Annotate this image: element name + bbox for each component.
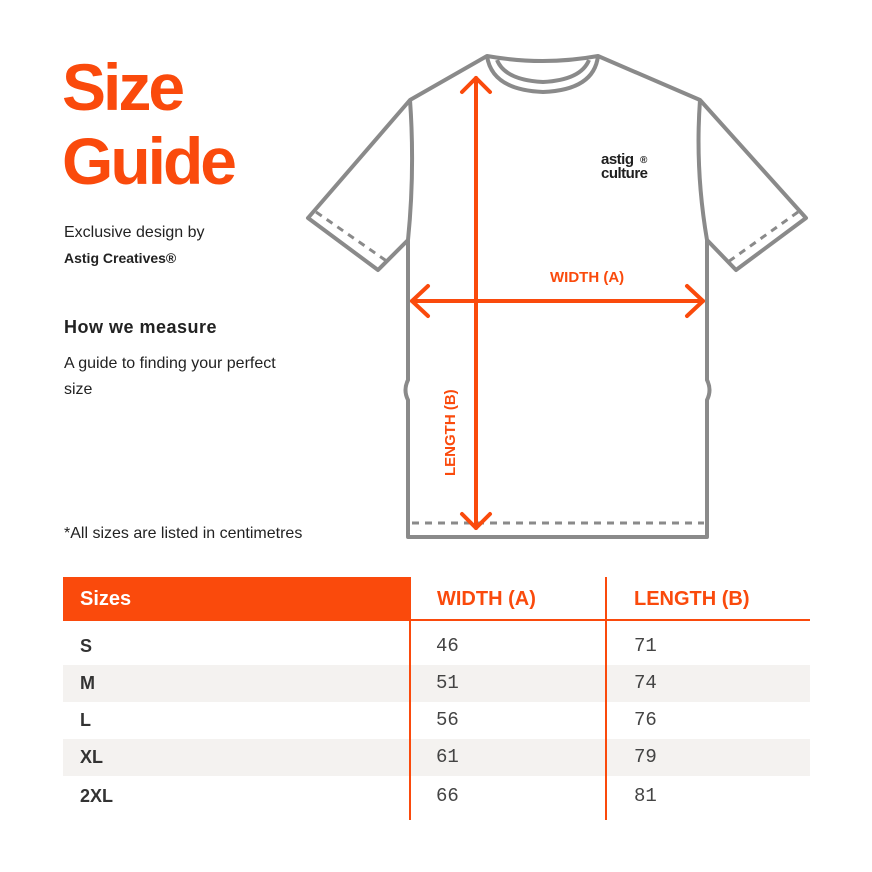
length-label: LENGTH (B) [442, 389, 459, 476]
header-underline [410, 619, 810, 621]
length-cell: 71 [634, 635, 657, 657]
length-cell: 79 [634, 746, 657, 768]
how-text: A guide to finding your perfect size [64, 355, 276, 398]
units-note: *All sizes are listed in centimetres [64, 525, 303, 542]
width-cell: 61 [436, 746, 459, 768]
width-cell: 51 [436, 672, 459, 694]
width-label: WIDTH (A) [550, 269, 625, 286]
length-cell: 74 [634, 672, 657, 694]
header-length: LENGTH (B) [634, 588, 750, 610]
logo-line-1: astig [601, 151, 634, 168]
size-cell: L [80, 710, 91, 730]
brand-name: Astig Creatives® [64, 250, 177, 266]
table-row [63, 739, 810, 776]
tshirt-outline [308, 56, 806, 537]
title-line-2: Guide [62, 124, 235, 198]
length-cell: 76 [634, 709, 657, 731]
width-cell: 66 [436, 785, 459, 807]
header-width: WIDTH (A) [437, 588, 536, 610]
brand-logo [601, 151, 648, 182]
size-cell: 2XL [80, 786, 114, 806]
logo-mark: ® [640, 155, 648, 166]
size-cell: S [80, 636, 93, 656]
table-row [63, 778, 810, 815]
width-cell: 56 [436, 709, 459, 731]
header-sizes: Sizes [63, 577, 410, 621]
size-cell: XL [80, 747, 104, 767]
column-divider [409, 577, 411, 820]
table-row [63, 702, 810, 739]
table-row [63, 628, 810, 665]
table-row [63, 665, 810, 702]
title-line-1: Size [62, 50, 183, 124]
logo-line-2: culture [601, 165, 648, 182]
exclusive-text: Exclusive design by [64, 224, 205, 241]
width-cell: 46 [436, 635, 459, 657]
column-divider [605, 577, 607, 820]
how-heading: How we measure [64, 317, 218, 337]
size-cell: M [80, 673, 95, 693]
length-cell: 81 [634, 785, 657, 807]
